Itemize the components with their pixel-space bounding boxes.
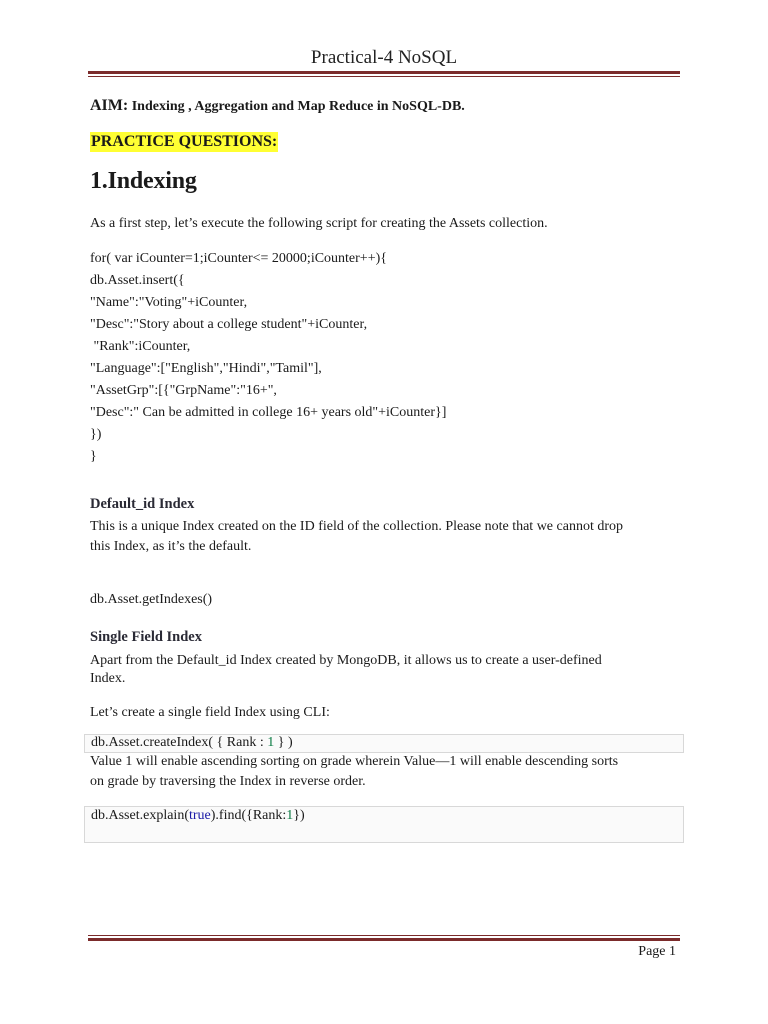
- code-line: "Rank":iCounter,: [90, 339, 191, 354]
- single-field-line-1: Apart from the Default_id Index created by MongoDB, it allows us to create a user-defined: [90, 653, 602, 668]
- page-number: Page 1: [638, 944, 676, 959]
- explain-true-keyword: true: [188, 808, 211, 823]
- explain-mid: ).find({Rank:: [210, 808, 287, 823]
- cli-intro: Let’s create a single field Index using CLI:: [90, 705, 330, 720]
- code-line: "Language":["English","Hindi","Tamil"],: [90, 361, 322, 376]
- aim-label: AIM:: [90, 97, 129, 114]
- single-field-heading: Single Field Index: [90, 629, 202, 645]
- get-indexes-command: db.Asset.getIndexes(): [90, 592, 213, 607]
- aim-statement: [90, 97, 465, 115]
- value-explanation-line-1: Value 1 will enable ascending sorting on grade wherein Value—1 will enable descending sorts: [90, 754, 619, 769]
- explain-command: [91, 808, 305, 824]
- header-rule-thick: [88, 71, 680, 74]
- practice-questions-heading: PRACTICE QUESTIONS:: [91, 133, 278, 150]
- default-index-heading: Default_id Index: [90, 496, 195, 512]
- create-index-command: [91, 735, 293, 751]
- explain-prefix: db.Asset.explain(: [91, 808, 189, 823]
- code-line: for( var iCounter=1;iCounter<= 20000;iCounter++){: [90, 251, 387, 266]
- code-line: db.Asset.insert({: [90, 273, 185, 288]
- code-line: }): [90, 427, 102, 442]
- footer-rule-thick: [88, 938, 680, 941]
- create-index-code-box: [84, 734, 684, 753]
- value-explanation-line-2: on grade by traversing the Index in reverse order.: [90, 774, 366, 789]
- intro-paragraph: As a first step, let’s execute the following script for creating the Assets collection.: [90, 216, 548, 231]
- default-index-line-2: this Index, as it’s the default.: [90, 539, 252, 554]
- footer-rule-thin: [88, 935, 680, 936]
- code-line: "Name":"Voting"+iCounter,: [90, 295, 248, 310]
- page-header-title: Practical-4 NoSQL: [310, 47, 458, 68]
- code-line: "Desc":" Can be admitted in college 16+ years old"+iCounter}]: [90, 405, 447, 420]
- code-line: "Desc":"Story about a college student"+iCounter,: [90, 317, 368, 332]
- single-field-line-2: Index.: [90, 671, 126, 686]
- create-index-suffix: } ): [274, 735, 293, 750]
- code-line: "AssetGrp":[{"GrpName":"16+",: [90, 383, 277, 398]
- explain-code-box: [84, 806, 684, 843]
- explain-suffix: }): [293, 808, 305, 823]
- code-line: }: [90, 449, 97, 464]
- create-index-value: 1: [267, 735, 275, 750]
- header-rule-thin: [88, 76, 680, 77]
- aim-text: Indexing , Aggregation and Map Reduce in NoSQL-DB.: [131, 99, 465, 114]
- section-title-indexing: 1.Indexing: [90, 168, 197, 194]
- default-index-line-1: This is a unique Index created on the ID field of the collection. Please note that we cannot drop: [90, 519, 623, 534]
- explain-value: 1: [286, 808, 294, 823]
- create-index-prefix: db.Asset.createIndex( { Rank :: [91, 735, 268, 750]
